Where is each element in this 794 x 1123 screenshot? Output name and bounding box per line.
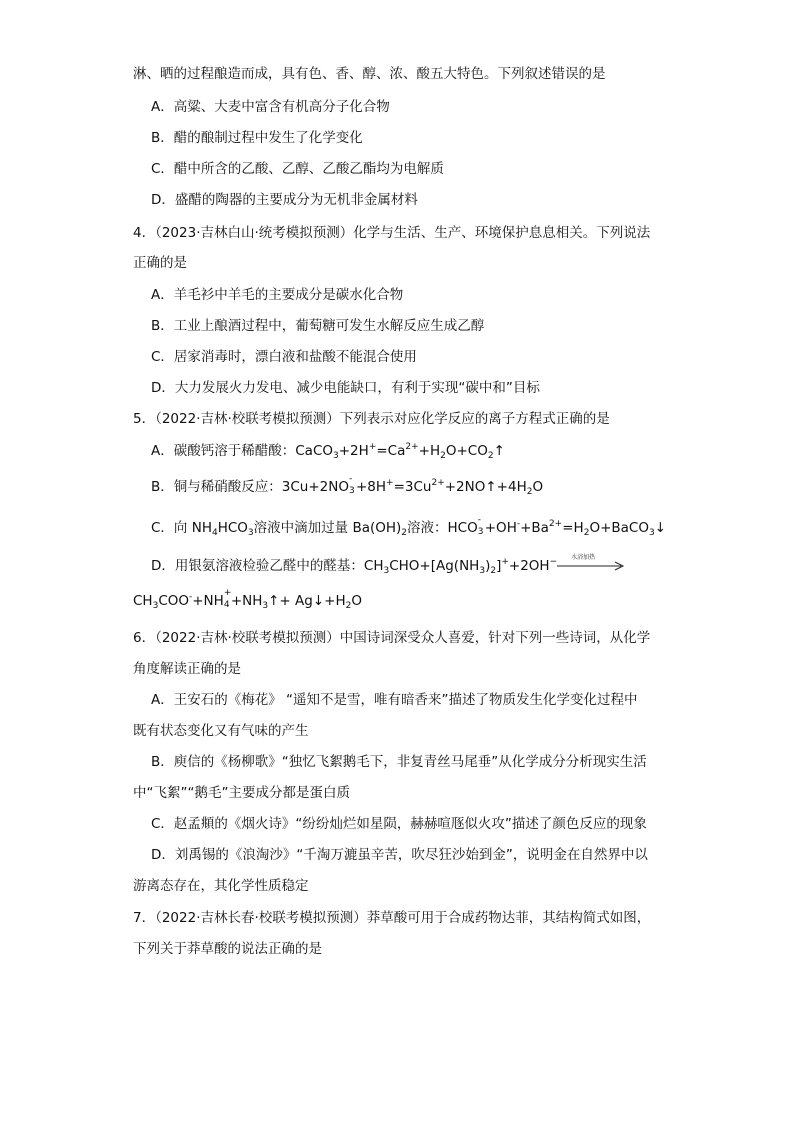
q5-option-b-label: B．铜与稀硝酸反应：: [151, 479, 282, 495]
q6-option-b-line2: 中“飞絮”“鹅毛”主要成分都是蛋白质: [133, 785, 350, 801]
q6-option-d-line2: 游离态存在，其化学性质稳定: [133, 878, 309, 894]
q6-stem-line2: 角度解读正确的是: [133, 661, 241, 677]
q4-stem-line1: 4．（2023·吉林白山·统考模拟预测）化学与生活、生产、环境保护息息相关。下列说法: [133, 225, 651, 241]
q5-option-a: [151, 441, 505, 461]
q5-option-a-label: A．碳酸钙溶于稀醋酸：: [151, 443, 296, 459]
q6-option-c-line1: C．赵孟頫的《烟火诗》“纷纷灿烂如星陨，赫赫喧豗似火攻”描述了颜色反应的现象: [151, 816, 647, 832]
q5-option-c-label-part2: HCO: [217, 520, 248, 536]
q5-option-a-equation: $CaCO_3+2H^+=Ca^{2+}+H_2O+CO_2↑$: [295, 442, 505, 461]
q4-option-c: C．居家消毒时，漂白液和盐酸不能混合使用: [151, 349, 417, 365]
q5-option-d-equation-left: $CH_3CHO+[Ag(NH_3)_2]^++2OH^-$: [363, 557, 558, 576]
q4-stem-line2: 正确的是: [133, 255, 187, 271]
q5-option-b: [151, 474, 544, 497]
q7-stem-line1: 7．（2022·吉林长春·校联考模拟预测）莽草酸可用于合成药物达菲，其结构简式如图，: [133, 910, 651, 926]
q4-option-b: B．工业上酿酒过程中，葡萄糖可发生水解反应生成乙醇: [151, 318, 485, 334]
reaction-condition: 水浴加热: [571, 554, 596, 561]
q3-option-c: C．醋中所含的乙酸、乙醇、乙酸乙酯均为电解质: [151, 161, 444, 177]
q4-option-d: D．大力发展火力发电、减少电能缺口，有利于实现“碳中和”目标: [151, 380, 540, 396]
q5-option-c-equation: HCO - 3 $+OH^-+Ba^{2+}=H_2O+BaCO_3↓$: [447, 515, 667, 538]
reaction-arrow-icon: [557, 554, 625, 573]
q3-stem-tail: 淋、晒的过程酿造而成，具有色、香、醇、浓、酸五大特色。下列叙述错误的是: [133, 66, 606, 82]
q5-option-c-label-part1: C．向 NH: [151, 520, 212, 536]
q5-option-c-label-part3: 溶液中滴加过量 Ba(OH): [253, 520, 402, 536]
q6-option-a-line2: 既有状态变化又有气味的产生: [133, 723, 309, 739]
q3-option-d: D．盛醋的陶器的主要成分为无机非金属材料: [151, 192, 418, 208]
q6-stem-line1: 6．（2022·吉林·校联考模拟预测）中国诗词深受众人喜爱，针对下列一些诗词，从化学: [133, 630, 651, 646]
q6-option-b-line1: B．庾信的《杨柳歌》“独忆飞絮鹅毛下，非复青丝马尾垂”从化学成分分析现实生活: [151, 754, 647, 770]
q7-stem-line2: 下列关于莽草酸的说法正确的是: [133, 941, 322, 957]
q5-option-c: C．向 $NH_4HCO_3$溶液中滴加过量 $Ba(OH)_2$溶液：HCO - 3 $+OH^-+Ba^{2+}=H_2O+BaCO_3↓$: [151, 515, 667, 538]
q5-stem: 5．（2022·吉林·校联考模拟预测）下列表示对应化学反应的离子方程式正确的是: [133, 411, 610, 427]
q6-option-d-line1: D．刘禹锡的《浪淘沙》“千淘万漉虽辛苦，吹尽狂沙始到金”，说明金在自然界中以: [151, 847, 648, 863]
q3-option-b: B．醋的酿制过程中发生了化学变化: [151, 130, 363, 146]
q6-option-a-line1: A．王安石的《梅花》 “遥知不是雪，唯有暗香来”描述了物质发生化学变化过程中: [151, 692, 638, 708]
q5-option-c-label-part4: 溶液：: [407, 520, 448, 536]
q5-option-d: [151, 556, 625, 576]
q5-option-d-equation-right: $CH_3COO^-+NH$ + 4 $+NH_3↑+$ $Ag↓+H_2O$: [133, 588, 362, 611]
q5-option-d-label: D．用银氨溶液检验乙醛中的醛基：: [151, 558, 364, 574]
q4-option-a: A．羊毛衫中羊毛的主要成分是碳水化合物: [151, 287, 404, 303]
q3-option-a: A．高粱、大麦中富含有机高分子化合物: [151, 99, 390, 115]
q5-option-b-equation: 3Cu+2NO - 3 $+8H^+=3Cu^{2+}+2NO↑+4H_2O$: [281, 474, 544, 497]
